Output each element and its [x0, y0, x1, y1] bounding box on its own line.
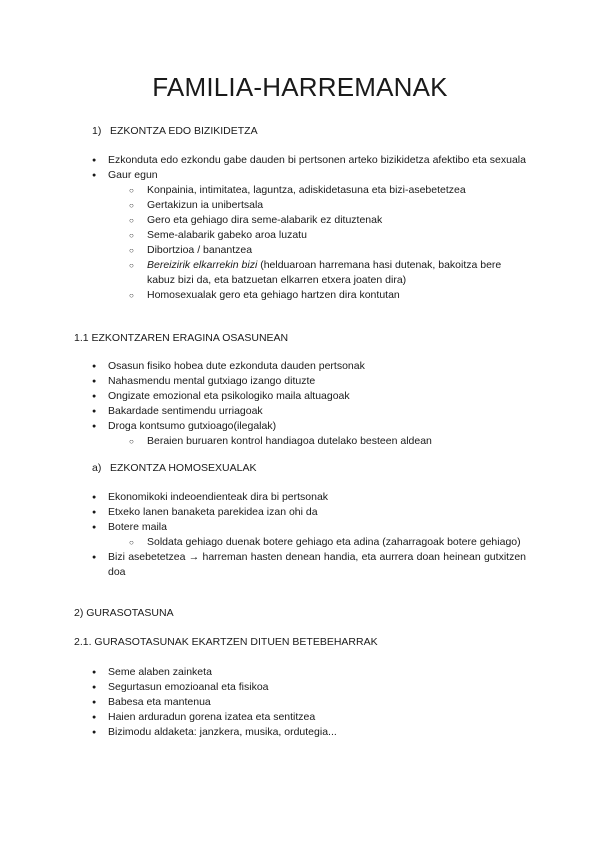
sublist-item: ○ Beraien buruaren kontrol handiagoa dutelako besteen aldean — [129, 434, 526, 449]
list-item: ● Babesa eta mantenua — [92, 695, 526, 710]
list-item: ● Segurtasun emozioanal eta fisikoa — [92, 680, 526, 695]
sublist-container — [92, 434, 526, 449]
list-item: ● Bizi asebetetzea → harreman hasten denean handia, eta aurrera doan heinean gutxitzen doa — [92, 550, 526, 580]
list-item: ● Botere maila — [92, 520, 526, 535]
list-item: ● Etxeko lanen banaketa parekidea izan ohi da — [92, 505, 526, 520]
sublist-item: ○ Dibortzioa / banantzea — [129, 243, 526, 258]
list-item: ● Ongizate emozional eta psikologiko maila altuagoak — [92, 389, 526, 404]
section-2-heading: 2) GURASOTASUNA — [74, 607, 174, 619]
sublist-container — [92, 535, 526, 550]
list-item: ● Gaur egun — [92, 168, 526, 183]
list-item: ● Nahasmendu mental gutxiago izango dituzte — [92, 374, 526, 389]
sublist-item: ○ Konpainia, intimitatea, laguntza, adiskidetasuna eta bizi-asebetetzea — [129, 183, 526, 198]
italic-phrase: Bereizirik elkarrekin bizi — [147, 259, 258, 271]
section-a-title: EZKONTZA HOMOSEXUALAK — [110, 462, 257, 474]
section-a-heading — [92, 462, 256, 474]
section-1-heading — [92, 125, 258, 137]
sublist-item: ○ Soldata gehiago duenak botere gehiago eta adina (zaharragoak botere gehiago) — [129, 535, 526, 550]
sublist-item — [129, 258, 526, 288]
italic-phrase-rest: (helduaroan harremana hasi dutenak, bakoitza bere kabuz bizi da, eta batzuetan elkarren etxera joaten dira) — [147, 259, 502, 286]
section-1-1-list — [92, 359, 526, 449]
sublist-item: ○ Homosexualak gero eta gehiago hartzen dira kontutan — [129, 288, 526, 303]
section-a-list — [92, 490, 526, 580]
section-2-1-heading: 2.1. GURASOTASUNAK EKARTZEN DITUEN BETEBEHARRAK — [74, 636, 378, 648]
list-item: ● Ezkonduta edo ezkondu gabe dauden bi pertsonen arteko bizikidetza afektibo eta sexuala — [92, 153, 526, 168]
section-1-number: 1) — [92, 125, 102, 137]
list-item: ● Osasun fisiko hobea dute ezkonduta dauden pertsonak — [92, 359, 526, 374]
sublist-item: ○ Seme-alabarik gabeko aroa luzatu — [129, 228, 526, 243]
section-1-1-sublist — [129, 434, 526, 449]
list-item: ● Ekonomikoki indeoendienteak dira bi pertsonak — [92, 490, 526, 505]
section-1-1-heading: 1.1 EZKONTZAREN ERAGINA OSASUNEAN — [74, 332, 289, 344]
section-a-number: a) — [92, 462, 102, 474]
list-item: ● Bakardade sentimendu urriagoak — [92, 404, 526, 419]
sublist-container — [92, 183, 526, 303]
list-item: ● Seme alaben zainketa — [92, 665, 526, 680]
sublist-item: ○ Gero eta gehiago dira seme-alabarik ez dituztenak — [129, 213, 526, 228]
list-item: ● Haien arduradun gorena izatea eta sentitzea — [92, 710, 526, 725]
sublist-item: ○ Gertakizun ia unibertsala — [129, 198, 526, 213]
section-1-sublist — [129, 183, 526, 303]
section-a-sublist — [129, 535, 526, 550]
list-item: ● Bizimodu aldaketa: janzkera, musika, ordutegia... — [92, 725, 526, 740]
section-2-1-list — [92, 665, 526, 740]
list-item: ● Droga kontsumo gutxioago(ilegalak) — [92, 419, 526, 434]
section-1-list — [92, 153, 526, 303]
section-1-title: EZKONTZA EDO BIZIKIDETZA — [110, 125, 258, 137]
page-title: FAMILIA-HARREMANAK — [152, 72, 448, 102]
